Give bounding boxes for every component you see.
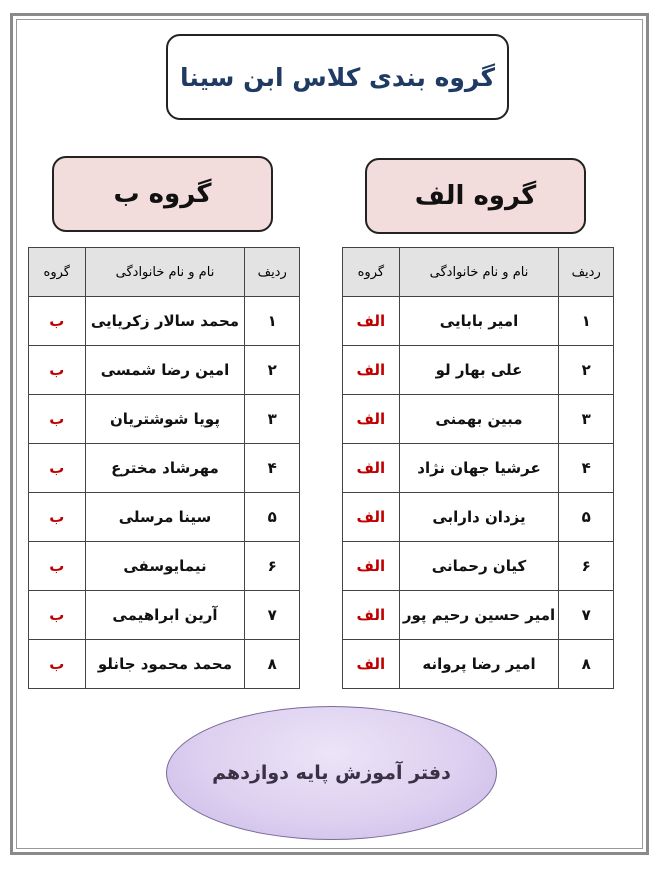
group-b-heading: گروه ب xyxy=(113,179,212,209)
row-number: ۵ xyxy=(245,493,300,542)
table-row xyxy=(343,640,614,689)
group-label: الف xyxy=(343,395,400,444)
group-a-heading-box xyxy=(365,158,586,234)
title-box xyxy=(166,34,509,120)
student-name: امین رضا شمسی xyxy=(85,346,245,395)
group-label: ب xyxy=(29,493,86,542)
row-number: ۳ xyxy=(245,395,300,444)
table-header-row xyxy=(29,248,300,297)
student-name: محمد سالار زکریایی xyxy=(85,297,245,346)
group-label: ب xyxy=(29,346,86,395)
student-name: عرشیا جهان نژاد xyxy=(399,444,559,493)
header-rad: ردیف xyxy=(245,248,300,297)
row-number: ۱ xyxy=(559,297,614,346)
group-b-table xyxy=(28,247,300,689)
group-label: الف xyxy=(343,542,400,591)
row-number: ۳ xyxy=(559,395,614,444)
student-name: امیر حسین رحیم پور xyxy=(399,591,559,640)
table-row xyxy=(343,542,614,591)
page-title: گروه بندی کلاس ابن سینا xyxy=(179,62,495,92)
row-number: ۶ xyxy=(245,542,300,591)
group-label: الف xyxy=(343,346,400,395)
row-number: ۸ xyxy=(559,640,614,689)
student-name: امیر رضا پروانه xyxy=(399,640,559,689)
table-row xyxy=(343,346,614,395)
group-label: ب xyxy=(29,640,86,689)
table-row xyxy=(29,542,300,591)
row-number: ۸ xyxy=(245,640,300,689)
header-group: گروه xyxy=(29,248,86,297)
group-label: ب xyxy=(29,591,86,640)
student-name: محمد محمود جانلو xyxy=(85,640,245,689)
row-number: ۶ xyxy=(559,542,614,591)
student-name: کیان رحمانی xyxy=(399,542,559,591)
student-name: مهرشاد مخترع xyxy=(85,444,245,493)
student-name: آرین ابراهیمی xyxy=(85,591,245,640)
student-name: مبین بهمنی xyxy=(399,395,559,444)
group-label: الف xyxy=(343,640,400,689)
student-name: امیر بابایی xyxy=(399,297,559,346)
footer-oval xyxy=(166,706,497,840)
table-row xyxy=(29,640,300,689)
table-row xyxy=(29,591,300,640)
footer-label: دفتر آموزش پایه دوازدهم xyxy=(212,762,451,784)
group-label: ب xyxy=(29,542,86,591)
table-row xyxy=(29,346,300,395)
group-label: الف xyxy=(343,493,400,542)
group-a-heading: گروه الف xyxy=(414,181,537,211)
student-name: نیمایوسفی xyxy=(85,542,245,591)
table-row xyxy=(343,591,614,640)
student-name: یزدان دارابی xyxy=(399,493,559,542)
group-a-table xyxy=(342,247,614,689)
table-row xyxy=(343,297,614,346)
header-group: گروه xyxy=(343,248,400,297)
row-number: ۷ xyxy=(559,591,614,640)
row-number: ۵ xyxy=(559,493,614,542)
table-row xyxy=(343,493,614,542)
table-row xyxy=(29,395,300,444)
row-number: ۲ xyxy=(559,346,614,395)
student-name: سینا مرسلی xyxy=(85,493,245,542)
table-row xyxy=(343,395,614,444)
table-row xyxy=(29,444,300,493)
row-number: ۴ xyxy=(245,444,300,493)
row-number: ۷ xyxy=(245,591,300,640)
row-number: ۴ xyxy=(559,444,614,493)
row-number: ۲ xyxy=(245,346,300,395)
group-b-heading-box xyxy=(52,156,273,232)
header-rad: ردیف xyxy=(559,248,614,297)
group-label: ب xyxy=(29,444,86,493)
group-label: ب xyxy=(29,297,86,346)
group-label: ب xyxy=(29,395,86,444)
table-row xyxy=(29,493,300,542)
header-name: نام و نام خانوادگی xyxy=(85,248,245,297)
row-number: ۱ xyxy=(245,297,300,346)
table-row xyxy=(29,297,300,346)
group-label: الف xyxy=(343,444,400,493)
table-header-row xyxy=(343,248,614,297)
table-row xyxy=(343,444,614,493)
group-label: الف xyxy=(343,591,400,640)
header-name: نام و نام خانوادگی xyxy=(399,248,559,297)
group-label: الف xyxy=(343,297,400,346)
student-name: پویا شوشتریان xyxy=(85,395,245,444)
student-name: علی بهار لو xyxy=(399,346,559,395)
